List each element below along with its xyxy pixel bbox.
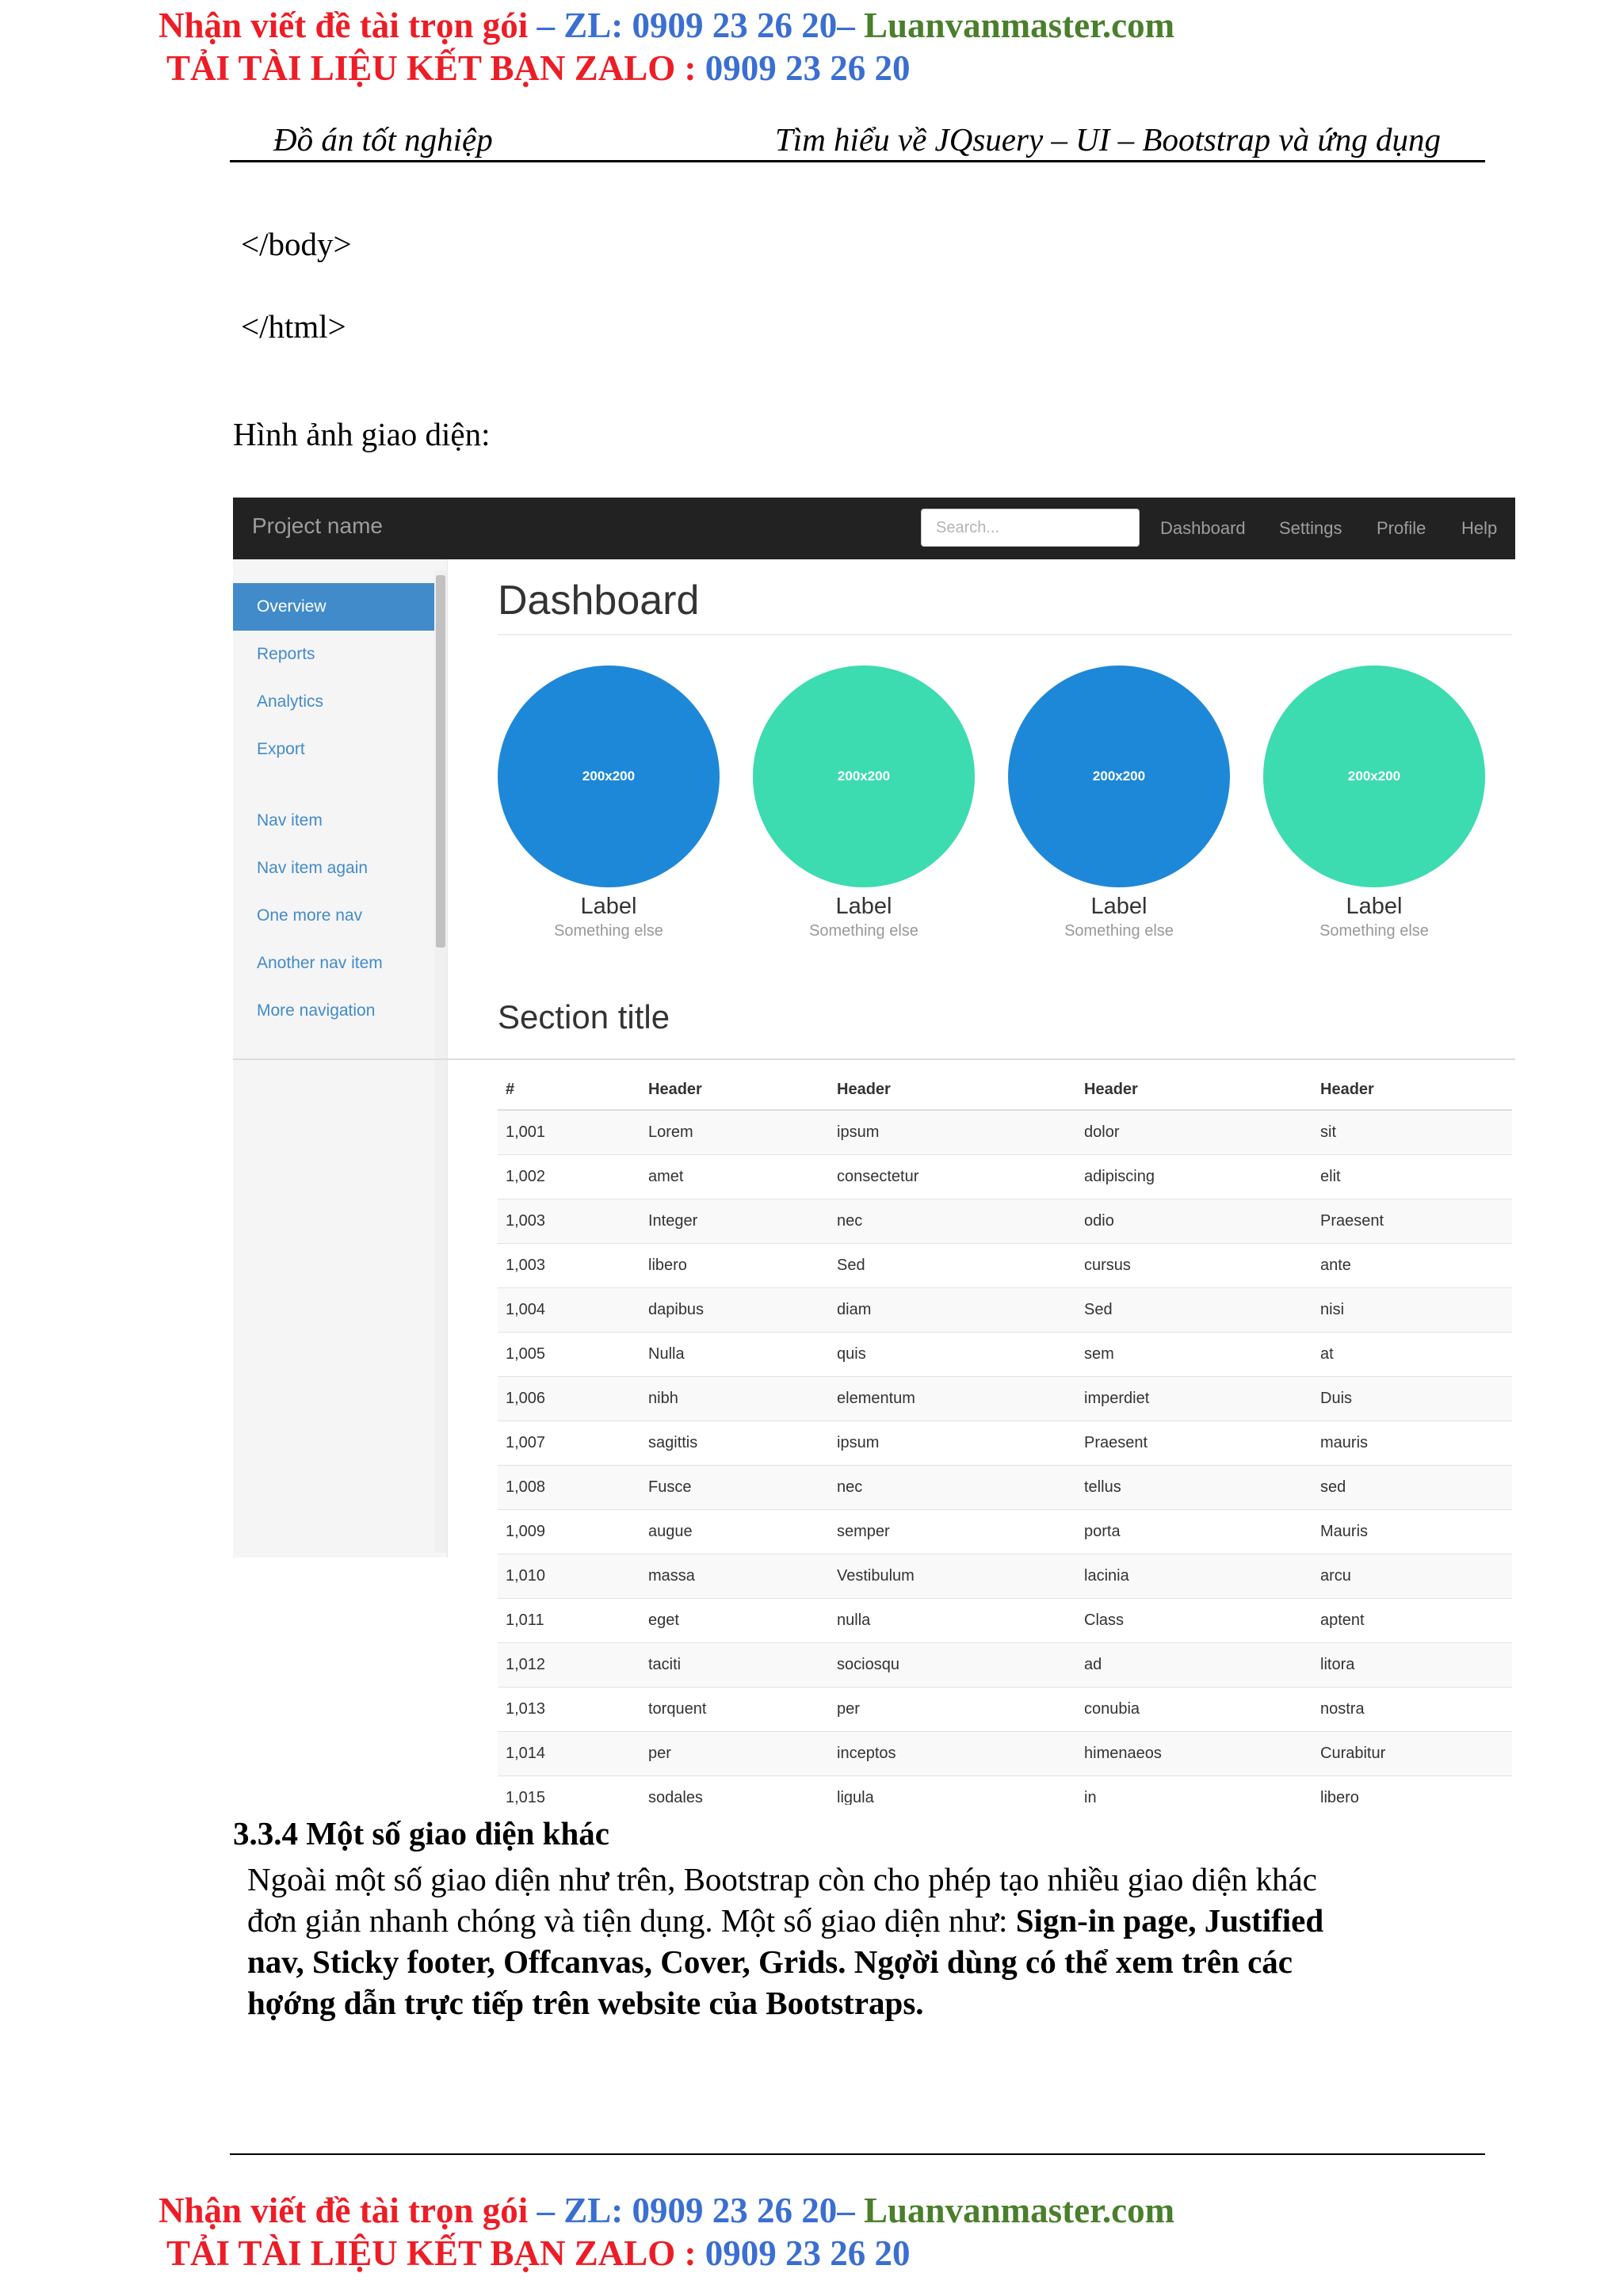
promo-bottom-dash2: – [837,2191,865,2230]
table-cell: 1,002 [498,1155,640,1199]
search-input[interactable]: Search... [921,509,1140,547]
table-cell: arcu [1312,1554,1512,1599]
table-header: Header [640,1070,829,1110]
table-cell: Praesent [1076,1421,1312,1466]
table-cell: dolor [1076,1110,1312,1155]
brand[interactable]: Project name [252,513,383,538]
paragraph-line-2-text: đơn giản nhanh chóng và tiện dụng. Một số giao diện như: [247,1902,1016,1939]
table-row [498,1110,1512,1155]
table-cell: 1,011 [498,1599,640,1643]
placeholder-size-2: 200x200 [837,769,891,784]
table-cell: imperdiet [1076,1377,1312,1421]
footer-rule [230,2153,1485,2155]
table-cell: aptent [1312,1599,1512,1643]
table-cell: nostra [1312,1688,1512,1732]
table-row [498,1155,1512,1199]
placeholder-label-3: Label [1090,894,1148,919]
table-row [498,1466,1512,1510]
nav-profile[interactable]: Profile [1377,518,1426,538]
table-cell: inceptos [829,1732,1076,1776]
promo-bottom-text: Nhận viết đề tài trọn gói [158,2191,529,2230]
table-cell: massa [640,1554,829,1599]
promo-bottom-site[interactable]: Luanvanmaster.com [864,2191,1175,2230]
table-header: Header [1076,1070,1312,1110]
promo-top-zalo: TẢI TÀI LIỆU KẾT BẠN ZALO : [166,48,705,88]
table-cell: sit [1312,1110,1512,1155]
promo-top-dash2: – [837,6,865,45]
table-cell: sagittis [640,1421,829,1466]
placeholder-size-1: 200x200 [582,769,636,784]
placeholder-label-1: Label [580,894,637,919]
table-row [498,1288,1512,1333]
promo-bottom-phone: ZL: 0909 23 26 20 [563,2191,838,2230]
table-cell: nibh [640,1377,829,1421]
table-header: Header [829,1070,1076,1110]
table-cell: per [829,1688,1076,1732]
placeholder-sub-1: Something else [554,922,663,940]
sidebar-item-reports[interactable]: Reports [257,645,315,663]
table-cell: 1,006 [498,1377,640,1421]
table-cell: elit [1312,1155,1512,1199]
table-cell: 1,009 [498,1510,640,1554]
table-cell: 1,013 [498,1688,640,1732]
table-cell: 1,004 [498,1288,640,1333]
table-cell: 1,003 [498,1244,640,1288]
table-cell: Mauris [1312,1510,1512,1554]
table-cell: mauris [1312,1421,1512,1466]
table-cell: nulla [829,1599,1076,1643]
figure-caption: Hình ảnh giao diện: [233,416,491,452]
header-left: Đồ án tốt nghiệp [273,121,493,158]
table-row [498,1688,1512,1732]
header-rule [230,160,1485,162]
table-cell: per [640,1732,829,1776]
table-cell: sodales [640,1776,829,1806]
table-cell: consectetur [829,1155,1076,1199]
table-cell: elementum [829,1377,1076,1421]
table-cell: 1,008 [498,1466,640,1510]
table-cell: taciti [640,1643,829,1688]
table-cell: Praesent [1312,1199,1512,1244]
table-cell: semper [829,1510,1076,1554]
sidebar-item-another-nav-item[interactable]: Another nav item [257,954,383,972]
placeholder-sub-3: Something else [1064,922,1174,940]
table-cell: odio [1076,1199,1312,1244]
table-cell: torquent [640,1688,829,1732]
promo-bottom-zalo: TẢI TÀI LIỆU KẾT BẠN ZALO : [166,2233,705,2273]
table-cell: 1,003 [498,1199,640,1244]
table-cell: Fusce [640,1466,829,1510]
promo-top-dash: – [528,6,564,45]
table-row [498,1554,1512,1599]
table-cell: 1,014 [498,1732,640,1776]
table-cell: Integer [640,1199,829,1244]
promo-top-site[interactable]: Luanvanmaster.com [864,6,1175,45]
paragraph [247,1859,1515,2023]
placeholder-sub-2: Something else [809,922,918,940]
placeholder-sub-4: Something else [1319,922,1429,940]
table-row [498,1333,1512,1377]
table-header: # [498,1070,640,1110]
table-header-row [498,1070,1512,1110]
promo-top-zalo-phone: 0909 23 26 20 [705,48,911,88]
placeholder-size-3: 200x200 [1092,769,1146,784]
nav-settings[interactable]: Settings [1279,518,1342,538]
table-cell: lacinia [1076,1554,1312,1599]
table-row [498,1776,1512,1806]
promo-top-line2 [166,48,911,88]
code-line-body: </body> [241,226,352,262]
dashboard-screenshot [233,498,1515,1805]
section-heading: 3.3.4 Một số giao diện khác [233,1815,609,1852]
section-title: Section title [498,998,670,1035]
table-header: Header [1312,1070,1512,1110]
table-cell: 1,007 [498,1421,640,1466]
table-cell: porta [1076,1510,1312,1554]
table-row [498,1643,1512,1688]
table-cell: augue [640,1510,829,1554]
promo-top-phone: ZL: 0909 23 26 20 [563,6,838,45]
sidebar-scrollbar-thumb[interactable] [436,575,445,948]
promo-bottom-line2 [166,2233,911,2273]
nav-dashboard[interactable]: Dashboard [1160,518,1246,538]
table-cell: Sed [829,1244,1076,1288]
table-cell: tellus [1076,1466,1312,1510]
sidebar-item-analytics[interactable]: Analytics [257,692,324,711]
table-cell: 1,001 [498,1110,640,1155]
table-cell: sed [1312,1466,1512,1510]
table-cell: Sed [1076,1288,1312,1333]
table-cell: adipiscing [1076,1155,1312,1199]
table-cell: 1,010 [498,1554,640,1599]
table-cell: ligula [829,1776,1076,1806]
placeholder-label-2: Label [835,894,892,919]
table-cell: Curabitur [1312,1732,1512,1776]
table-cell: dapibus [640,1288,829,1333]
table-row [498,1732,1512,1776]
paragraph-line-2 [247,1900,1515,1941]
table-cell: nec [829,1199,1076,1244]
table-cell: nisi [1312,1288,1512,1333]
sidebar-item-overview[interactable]: Overview [233,583,434,631]
paragraph-line-1: Ngoài một số giao diện như trên, Bootstrap còn cho phép tạo nhiều giao diện khác [247,1861,1317,1897]
sidebar-item-more-navigation[interactable]: More navigation [257,1001,376,1020]
table-cell: himenaeos [1076,1732,1312,1776]
paragraph-line-2-bold: Sign-in page, Justified [1015,1902,1324,1939]
placeholder-label-4: Label [1346,894,1403,919]
paragraph-line-3: nav, Sticky footer, Offcanvas, Cover, Grids. Ngợời dùng có thể xem trên các [247,1943,1293,1980]
paragraph-line-4: hợớng dẫn trực tiếp trên website của Bootstraps. [247,1985,924,2021]
table-cell: in [1076,1776,1312,1806]
table-row [498,1244,1512,1288]
table-row [498,1599,1512,1643]
promo-top-line1 [158,8,1174,44]
table-cell: conubia [1076,1688,1312,1732]
table-cell: eget [640,1599,829,1643]
promo-bottom-zalo-phone: 0909 23 26 20 [705,2233,911,2273]
promo-bottom-dash: – [528,2191,564,2230]
table-row [498,1377,1512,1421]
table-cell: Lorem [640,1110,829,1155]
section-divider [233,1058,1515,1060]
sidebar-item-export[interactable]: Export [257,740,305,758]
table-cell: Nulla [640,1333,829,1377]
table-cell: ipsum [829,1421,1076,1466]
table-cell: nec [829,1466,1076,1510]
sidebar-item-nav-item-again[interactable]: Nav item again [257,859,369,877]
title-divider [498,634,1512,635]
data-table [498,1070,1512,1805]
table-cell: ante [1312,1244,1512,1288]
page-title: Dashboard [498,578,700,624]
code-line-html: </html> [241,308,346,345]
table-cell: sociosqu [829,1643,1076,1688]
table-cell: Vestibulum [829,1554,1076,1599]
header-right: Tìm hiểu về JQsuery – UI – Bootstrap và ứng dụng [775,121,1441,158]
table-cell: libero [1312,1776,1512,1806]
table-cell: diam [829,1288,1076,1333]
promo-top-text: Nhận viết đề tài trọn gói [158,6,529,45]
table-cell: litora [1312,1643,1512,1688]
placeholder-size-4: 200x200 [1347,769,1401,784]
sidebar-item-one-more-nav[interactable]: One more nav [257,906,363,925]
table-row [498,1421,1512,1466]
table-row [498,1510,1512,1554]
table-cell: quis [829,1333,1076,1377]
table-cell: cursus [1076,1244,1312,1288]
table-cell: Duis [1312,1377,1512,1421]
table-cell: amet [640,1155,829,1199]
table-cell: at [1312,1333,1512,1377]
table-cell: 1,005 [498,1333,640,1377]
table-cell: 1,015 [498,1776,640,1806]
table-cell: ad [1076,1643,1312,1688]
table-cell: libero [640,1244,829,1288]
promo-bottom-line1 [158,2193,1174,2229]
sidebar-item-nav-item[interactable]: Nav item [257,811,323,830]
table-row [498,1199,1512,1244]
table-cell: sem [1076,1333,1312,1377]
table-cell: ipsum [829,1110,1076,1155]
navbar [233,498,1515,559]
table-cell: Class [1076,1599,1312,1643]
nav-help[interactable]: Help [1461,518,1498,538]
table-cell: 1,012 [498,1643,640,1688]
